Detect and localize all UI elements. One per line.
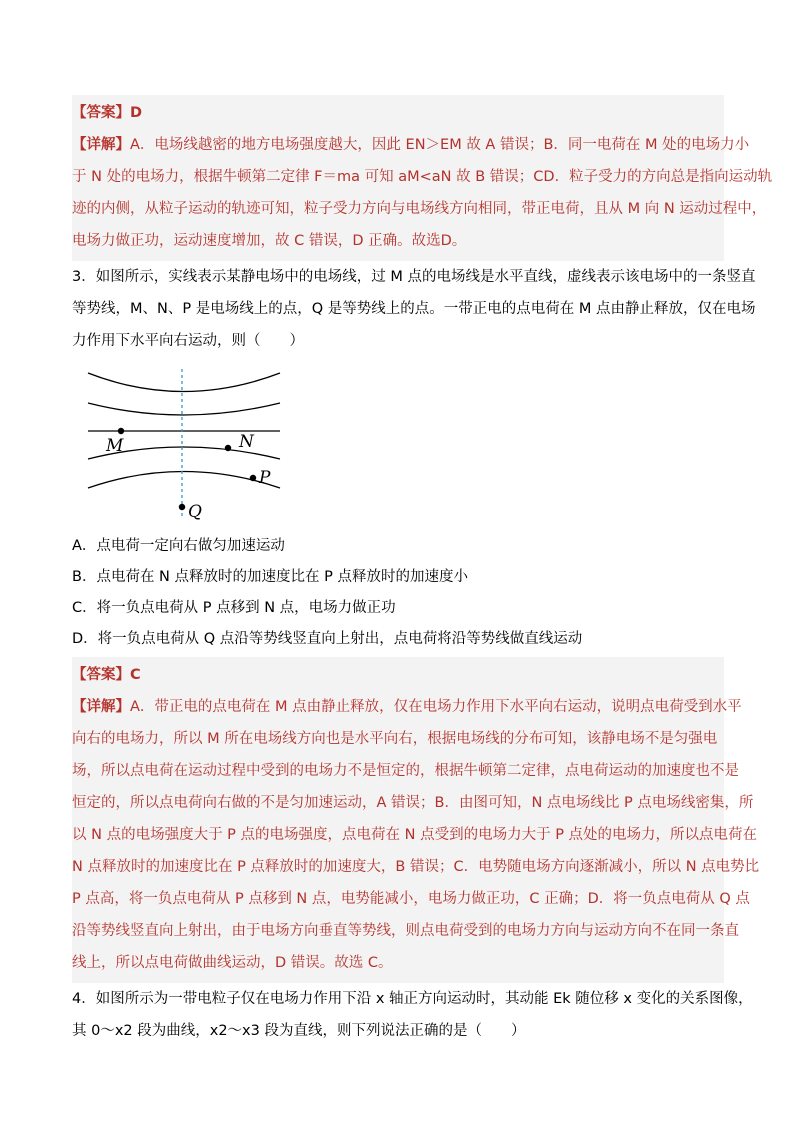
question-line: 等势线，M、N、P 是电场线上的点，Q 是等势线上的点。一带正电的点电荷在 M 点由静止释放，仅在电场 (72, 301, 756, 317)
label-M: M (106, 436, 124, 456)
label-N: N (239, 432, 254, 452)
answer-detail-line (72, 129, 750, 161)
answer-detail-line: 沿等势线竖直向上射出，由于电场方向垂直等势线，则点电荷受到的电场力方向与运动方向不在同一条直 (72, 923, 739, 939)
answer-label: 【答案】D (72, 105, 143, 121)
answer-detail-line: 恒定的，所以点电荷向右做的不是匀加速运动，A 错误；B．由图可知，N 点电场线比 P 点电场线密集，所 (72, 795, 754, 811)
answer-detail-line: 迹的内侧，从粒子运动的轨迹可知，粒子受力方向与电场线方向相同，带正电荷，且从 M 向 N 运动过程中， (72, 201, 767, 217)
question-line: 4．如图所示为一带电粒子仅在电场力作用下沿 x 轴正方向运动时，其动能 Ek 随位移 x 变化的关系图像， (72, 991, 753, 1007)
detail-tag: 【详解】 (72, 137, 130, 153)
field-lines-diagram (80, 365, 290, 525)
answer-detail-line: P 点高，将一负点电荷从 P 点移到 N 点，电势能减小，电场力做正功，C 正确；D．将一负点电荷从 Q 点 (72, 891, 750, 907)
answer-detail-line: 向右的电场力，所以 M 所在电场线方向也是水平向右，根据电场线的分布可知，该静电场不是匀强电 (72, 731, 718, 747)
option-c: C．将一负点电荷从 P 点移到 N 点，电场力做正功 (72, 600, 396, 616)
field-line-top-2 (88, 403, 280, 415)
answer-detail-line: 以 N 点的电场强度大于 P 点的电场强度，点电荷在 N 点受到的电场力大于 P 点处的电场力，所以点电荷在 (72, 827, 758, 843)
answer-detail-line: N 点释放时的加速度比在 P 点释放时的加速度大，B 错误；C．电势随电场方向逐渐减小，所以 N 点电势比 (72, 859, 760, 875)
point-M (118, 428, 124, 434)
question-3 (72, 261, 756, 655)
option-a: A．点电荷一定向右做匀加速运动 (72, 538, 285, 554)
answer-detail-line: 于 N 处的电场力，根据牛顿第二定律 F＝ma 可知 aM<aN 故 B 错误；CD．粒子受力的方向总是指向运动轨 (72, 169, 773, 185)
question-4 (72, 983, 753, 1047)
option-d: D．将一负点电荷从 Q 点沿等势线竖直向上射出，点电荷将沿等势线做直线运动 (72, 631, 583, 647)
field-line-top-1 (88, 373, 280, 392)
answer-detail-line: 场，所以点电荷在运动过程中受到的电场力不是恒定的，根据牛顿第二定律，点电荷运动的加速度也不是 (72, 763, 739, 779)
answer-detail-line: 电场力做正功，运动速度增加，故 C 错误，D 正确。故选D。 (72, 233, 467, 249)
detail-tag: 【详解】 (72, 699, 130, 715)
electric-field-figure (80, 365, 290, 525)
option-b: B．点电荷在 N 点释放时的加速度比在 P 点释放时的加速度小 (72, 569, 468, 585)
question-line: 3．如图所示，实线表示某静电场中的电场线，过 M 点的电场线是水平直线，虚线表示该电场中的一条竖直 (72, 269, 756, 285)
point-P (250, 475, 256, 481)
answer-block-1 (72, 95, 773, 261)
question-line: 力作用下水平向右运动，则（ ） (72, 333, 304, 349)
detail-text: A．电场线越密的地方电场强度越大，因此 EN＞EM 故 A 错误；B．同一电荷在 M 处的电场力小 (130, 137, 750, 153)
page-content (72, 95, 773, 1047)
question-line: 其 0～x2 段为曲线，x2～x3 段为直线，则下列说法正确的是（ ） (72, 1023, 526, 1039)
point-N (225, 445, 231, 451)
answer-detail-line: 线上，所以点电荷做曲线运动，D 错误。故选 C。 (72, 955, 393, 971)
answer-detail-line (72, 691, 742, 723)
detail-text: A．带正电的点电荷在 M 点由静止释放，仅在电场力作用下水平向右运动，说明点电荷受到水平 (130, 699, 742, 715)
answer-block-3 (72, 657, 760, 983)
label-P: P (259, 468, 271, 488)
point-Q (179, 504, 185, 510)
answer-label: 【答案】C (72, 667, 141, 683)
label-Q: Q (188, 502, 202, 522)
